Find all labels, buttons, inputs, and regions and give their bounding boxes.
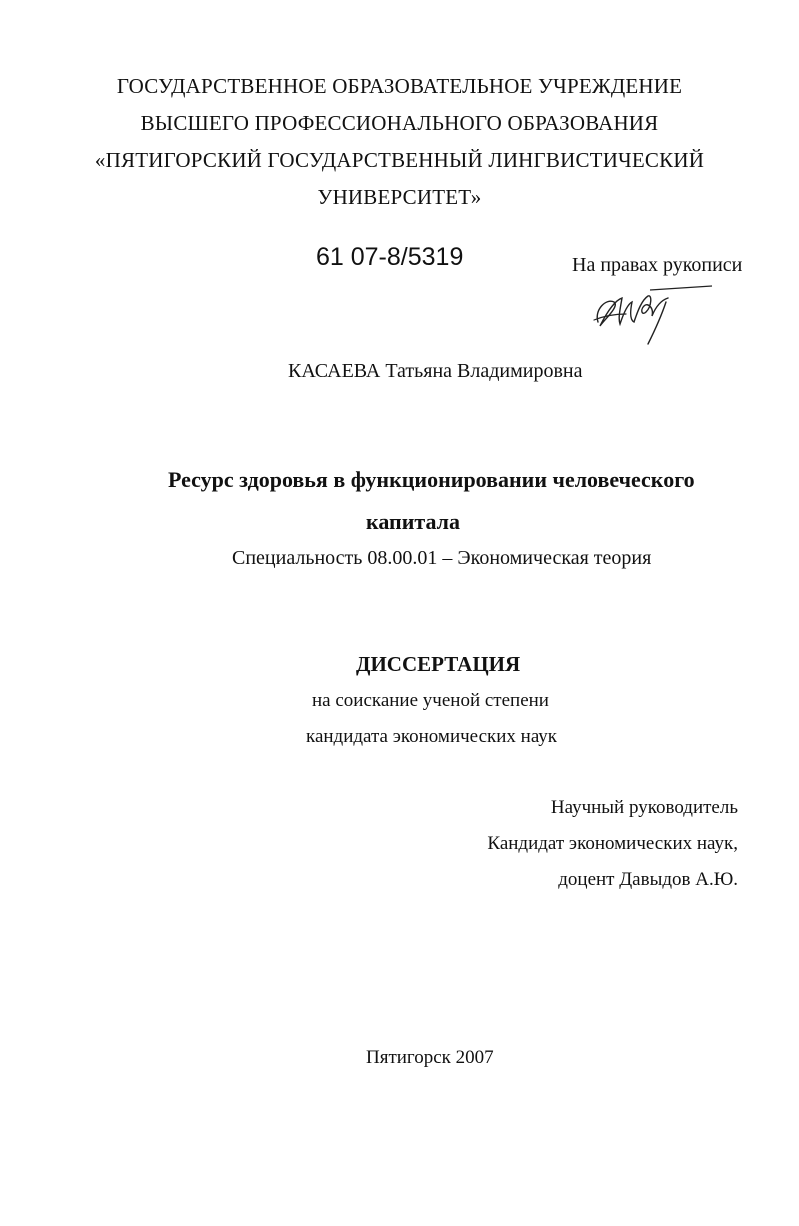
institution-line-2: ВЫСШЕГО ПРОФЕССИОНАЛЬНОГО ОБРАЗОВАНИЯ <box>140 111 659 135</box>
institution-line-1: ГОСУДАРСТВЕННОЕ ОБРАЗОВАТЕЛЬНОЕ УЧРЕЖДЕНИЕ <box>116 74 683 98</box>
signature <box>590 280 720 350</box>
manuscript-note: На правах рукописи <box>572 254 743 276</box>
institution-line-4: УНИВЕРСИТЕТ» <box>317 185 482 209</box>
specialty: Специальность 08.00.01 – Экономическая теория <box>232 547 652 569</box>
catalog-code: 61 07-8/5319 <box>316 243 464 271</box>
title-line-2: капитала <box>366 509 461 534</box>
title-line-1: Ресурс здоровья в функционировании человеческого <box>168 467 695 492</box>
supervisor-degree: Кандидат экономических наук, <box>487 833 738 854</box>
author-name: КАСАЕВА Татьяна Владимировна <box>288 360 583 382</box>
supervisor-role: Научный руководитель <box>550 797 738 818</box>
document-type: ДИССЕРТАЦИЯ <box>356 652 521 676</box>
degree-line-2: кандидата экономических наук <box>306 726 558 747</box>
supervisor-name: доцент Давыдов А.Ю. <box>558 869 738 890</box>
institution-line-3: «ПЯТИГОРСКИЙ ГОСУДАРСТВЕННЫЙ ЛИНГВИСТИЧЕСКИЙ <box>94 148 705 172</box>
degree-line-1: на соискание ученой степени <box>312 690 549 711</box>
city-year: Пятигорск 2007 <box>366 1047 494 1068</box>
